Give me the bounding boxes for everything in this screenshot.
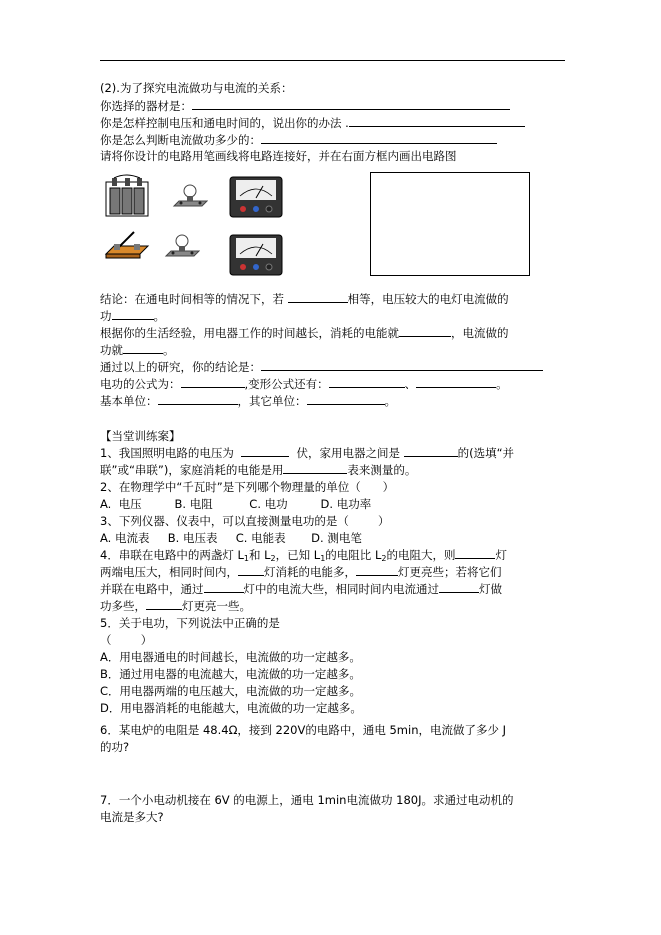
question-5-option-d: D．用电器消耗的电能越大，电流做的功一定越多。 [100,701,362,715]
answer-blank[interactable] [455,547,495,559]
answer-line[interactable] [112,307,154,320]
question-judge: 你是怎么判断电流做功多少的： [100,131,497,149]
answer-line[interactable] [261,358,543,371]
voltmeter-image [229,176,283,218]
answer-line[interactable] [399,324,451,337]
question-1: 1、我国照明电路的电压为 伏，家用电器之间是 的(选填“并 [100,446,515,460]
question-1-cont: 联”或“串联”)，家庭消耗的电能是用 表来测量的。 [100,463,417,477]
ammeter-image [229,234,283,276]
answer-line[interactable] [416,375,496,388]
question-4-cont: 两端电压大，相同时间内， 灯消耗的电能多， 灯更亮些；若将它们 [100,565,502,579]
instruction: 请将你设计的电路用笔画线将电路连接好，并在右面方框内画出电路图 [100,149,457,163]
life-experience-line: 根据你的生活经验，用电器工作的时间越长，消耗的电能就 ，电流做的 [100,326,509,340]
question-3-options: A. 电流表 B. 电压表 C. 电能表 D. 测电笔 [100,531,362,545]
conclusion-line-2: 功 。 [100,309,165,323]
answer-line[interactable] [261,131,497,144]
question-2-options: A. 电压 B. 电阻 C. 电功 D. 电功率 [100,497,372,511]
answer-blank[interactable] [404,445,458,457]
answer-blank[interactable] [241,445,289,457]
light-bulb-image [172,182,208,210]
answer-blank[interactable] [283,462,347,474]
answer-blank[interactable] [356,564,398,576]
circuit-diagram-box[interactable] [370,172,530,276]
life-experience-line-2: 功就 。 [100,343,175,357]
question-4-cont: 功多些， 灯更亮一些。 [100,599,251,613]
question-4: 4．串联在电路中的两盏灯 $L_1$和 $L_2$，已知 $L_1$的电阻比 $L_2$的电阻大，则 灯 [100,548,507,563]
answer-line[interactable] [181,375,245,388]
question-6: 6．某电炉的电阻是 48.4Ω，接到 220V的电路中，通电 5min，电流做了多少 J [100,723,507,737]
question-5-option-b: B．通过用电器的电流越大，电流做的功一定越多。 [100,667,361,681]
answer-line[interactable] [307,392,385,405]
question-equipment: 你选择的器材是： [100,97,510,115]
formula-line: 电功的公式为： ,变形公式还有： 、 。 [100,377,508,391]
switch-image [104,228,150,260]
question-5: 5．关于电功，下列说法中正确的是 [100,616,280,630]
question-3: 3、下列仪器、仪表中，可以直接测量电功的是（ ） [100,514,390,528]
light-bulb-image [164,232,200,260]
question-4-cont: 并联在电路中，通过 灯中的电流大些，相同时间内电流通过 灯做 [100,582,502,596]
header-rule [100,60,565,61]
answer-blank[interactable] [238,564,264,576]
unit-line: 基本单位： ，其它单位： 。 [100,394,396,408]
answer-line[interactable] [123,341,163,354]
question-2: 2、在物理学中“千瓦时”是下列哪个物理量的单位（ ） [100,480,395,494]
battery-pack-image [104,174,150,218]
question-7: 7．一个小电动机接在 6V 的电源上，通电 1min电流做功 180J。求通过电动机的 [100,793,514,807]
answer-blank[interactable] [204,581,244,593]
answer-line[interactable] [349,114,525,127]
section-title: (2).为了探究电流做功与电流的关系： [100,81,293,95]
question-7-cont: 电流是多大? [100,810,164,824]
question-control: 你是怎样控制电压和通电时间的，说出你的办法 . [100,114,525,132]
question-5-paren: （ ） [100,633,153,647]
study-conclusion: 通过以上的研究，你的结论是： [100,358,543,376]
answer-line[interactable] [288,290,348,303]
answer-blank[interactable] [146,598,182,610]
question-5-option-c: C．用电器两端的电压越大，电流做的功一定越多。 [100,684,362,698]
question-5-option-a: A．用电器通电的时间越长，电流做的功一定越多。 [100,650,361,664]
answer-blank[interactable] [439,581,479,593]
answer-line[interactable] [329,375,405,388]
conclusion-line: 结论：在通电时间相等的情况下，若 相等，电压较大的电灯电流做的 [100,292,509,306]
answer-line[interactable] [158,392,238,405]
training-header: 【当堂训练案】 [100,429,181,443]
answer-line[interactable] [192,97,510,110]
question-6-cont: 的功? [100,740,130,754]
